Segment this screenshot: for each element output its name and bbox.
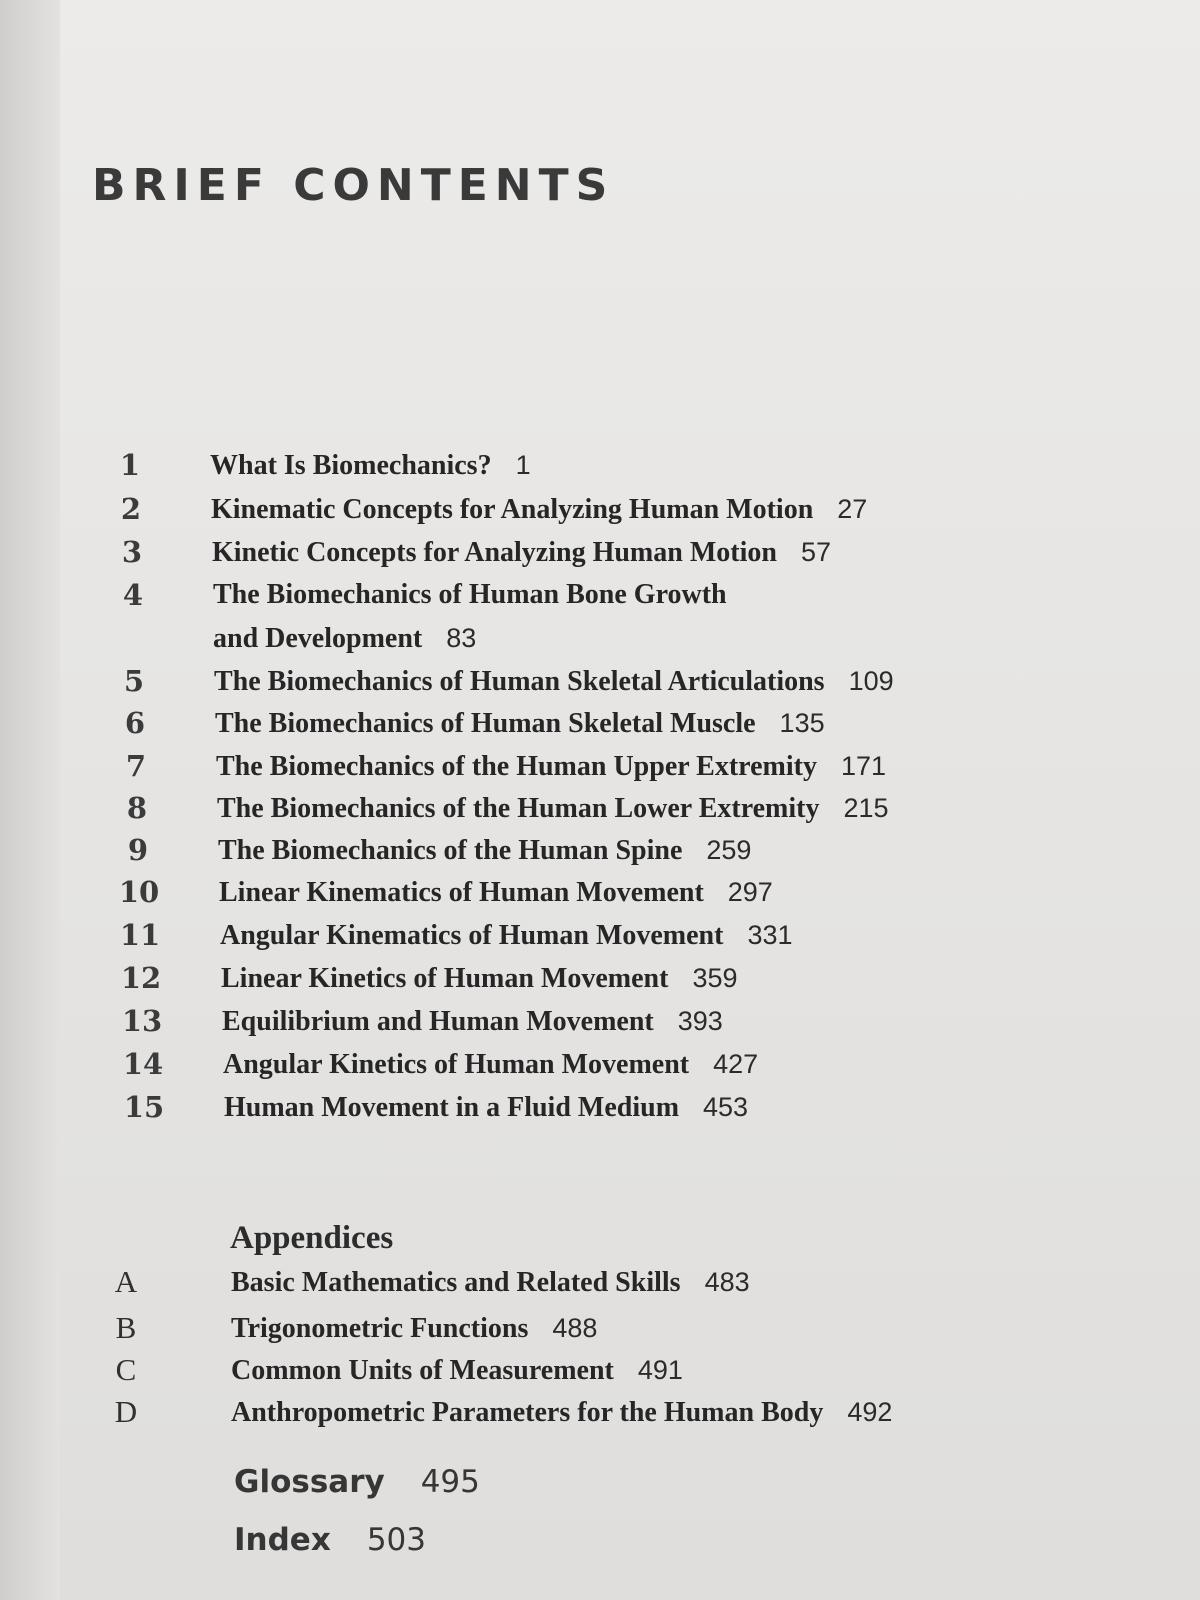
- appendix-letter: A: [114, 1264, 138, 1299]
- chapter-title-text: The Biomechanics of Human Skeletal Articulations: [214, 666, 825, 697]
- chapter-title: [222, 1001, 723, 1042]
- chapter-page-number: 27: [837, 494, 868, 524]
- chapter-title: [221, 958, 738, 999]
- chapter-title-text: The Biomechanics of the Human Lower Extremity: [217, 793, 820, 824]
- chapter-title: [215, 703, 825, 744]
- page-edge-shadow: [0, 0, 60, 1600]
- chapter-title-text: Equilibrium and Human Movement: [222, 1006, 654, 1037]
- index-label: Index: [234, 1522, 331, 1558]
- chapter-number: 12: [120, 961, 162, 995]
- appendix-letter: D: [114, 1394, 138, 1429]
- chapter-number: 6: [124, 706, 146, 740]
- appendix-title-text: Anthropometric Parameters for the Human Body: [231, 1397, 824, 1428]
- chapter-number: 7: [125, 749, 147, 783]
- chapter-title: [214, 661, 894, 702]
- chapter-page-number: 259: [706, 835, 752, 865]
- chapter-title: [217, 788, 889, 829]
- chapter-title: [223, 1044, 758, 1085]
- appendix-page-number: 491: [637, 1355, 683, 1385]
- chapter-title: [211, 489, 867, 530]
- chapter-page-number: 393: [677, 1006, 723, 1036]
- index-entry: [234, 1518, 426, 1562]
- chapter-title: [218, 830, 751, 871]
- chapter-title-text: Kinetic Concepts for Analyzing Human Motion: [212, 537, 777, 568]
- chapter-title: [216, 746, 886, 787]
- chapter-number: 5: [123, 664, 145, 698]
- chapter-title: [220, 915, 793, 956]
- chapter-title-text: The Biomechanics of the Human Upper Extremity: [216, 751, 817, 782]
- chapter-number: 1: [119, 448, 141, 482]
- chapter-title-text: What Is Biomechanics?: [210, 450, 492, 481]
- chapter-title: [210, 445, 531, 486]
- chapter-page-number: 331: [747, 920, 793, 950]
- chapter-title-continued: [213, 618, 476, 659]
- chapter-title: [219, 872, 773, 913]
- chapter-page-number: 453: [703, 1092, 749, 1122]
- appendices-heading: Appendices: [230, 1220, 394, 1256]
- chapter-page-number: 109: [848, 666, 894, 696]
- appendix-page-number: 483: [704, 1267, 750, 1297]
- appendix-title-text: Trigonometric Functions: [231, 1313, 529, 1344]
- chapter-number: 4: [122, 578, 144, 612]
- chapter-number: 11: [119, 918, 161, 952]
- appendix-letter: C: [115, 1352, 137, 1387]
- chapter-title: [224, 1087, 748, 1128]
- chapter-title-text: Kinematic Concepts for Analyzing Human Motion: [211, 494, 814, 525]
- glossary-entry: [234, 1460, 480, 1504]
- chapter-page-number: 359: [692, 963, 738, 993]
- chapter-number: 15: [123, 1090, 165, 1124]
- appendix-title-text: Common Units of Measurement: [231, 1355, 614, 1386]
- chapter-title-text: and Development: [213, 623, 423, 654]
- appendix-title: [231, 1392, 892, 1433]
- chapter-page-number: 1: [515, 450, 531, 480]
- chapter-title: The Biomechanics of Human Bone Growth: [213, 579, 727, 610]
- page-title: BRIEF CONTENTS: [92, 160, 615, 211]
- chapter-page-number: 135: [779, 708, 825, 738]
- glossary-label: Glossary: [234, 1464, 385, 1500]
- appendix-title: [231, 1308, 597, 1349]
- index-page-number: 503: [366, 1522, 426, 1558]
- chapter-title-text: Linear Kinetics of Human Movement: [221, 963, 669, 994]
- appendix-title-text: Basic Mathematics and Related Skills: [231, 1267, 681, 1298]
- chapter-title: [212, 532, 831, 573]
- appendix-title: [231, 1350, 683, 1391]
- chapter-title-text: Human Movement in a Fluid Medium: [224, 1092, 680, 1123]
- glossary-page-number: 495: [420, 1464, 480, 1500]
- chapter-page-number: 297: [727, 877, 773, 907]
- chapter-number: 13: [121, 1004, 163, 1038]
- chapter-number: 14: [122, 1047, 164, 1081]
- appendix-title: [231, 1262, 750, 1303]
- chapter-page-number: 427: [713, 1049, 759, 1079]
- chapter-page-number: 215: [843, 793, 889, 823]
- chapter-number: 2: [120, 492, 142, 526]
- chapter-page-number: 83: [446, 623, 477, 653]
- appendix-letter: B: [115, 1310, 137, 1345]
- chapter-title-text: Angular Kinematics of Human Movement: [220, 920, 724, 951]
- chapter-page-number: 171: [840, 751, 887, 781]
- chapter-title-text: Angular Kinetics of Human Movement: [223, 1049, 690, 1080]
- chapter-page-number: 57: [800, 537, 831, 567]
- appendix-page-number: 492: [847, 1397, 893, 1427]
- chapter-title-text: Linear Kinematics of Human Movement: [219, 877, 704, 908]
- chapter-number: 3: [121, 535, 143, 569]
- chapter-title-text: The Biomechanics of Human Skeletal Muscle: [215, 708, 756, 739]
- chapter-number: 10: [118, 875, 160, 909]
- chapter-number: 8: [126, 791, 148, 825]
- appendix-page-number: 488: [552, 1313, 598, 1343]
- chapter-number: 9: [127, 833, 149, 867]
- chapter-title-text: The Biomechanics of the Human Spine: [218, 835, 683, 866]
